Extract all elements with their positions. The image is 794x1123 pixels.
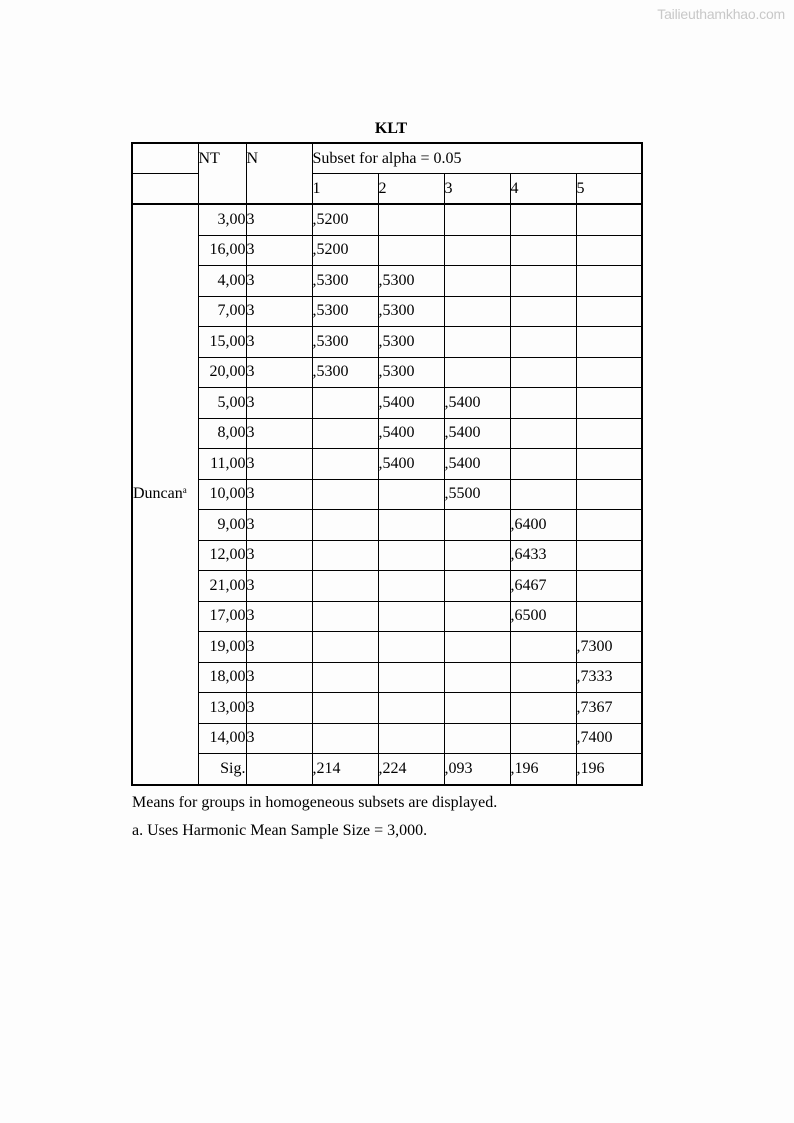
subset-cell <box>510 296 576 327</box>
subset-cell <box>576 296 642 327</box>
subset-cell <box>510 357 576 388</box>
subset-cell <box>378 510 444 541</box>
subset-cell: ,7367 <box>576 693 642 724</box>
n-cell: 3 <box>246 632 312 663</box>
subset-cell <box>444 357 510 388</box>
n-cell: 3 <box>246 418 312 449</box>
subset-cell: ,5400 <box>444 449 510 480</box>
subset-cell <box>444 632 510 663</box>
nt-cell: 10,00 <box>198 479 246 510</box>
subset-cell <box>378 571 444 602</box>
subset-cell <box>444 571 510 602</box>
subset-cell: ,5400 <box>444 388 510 419</box>
nt-cell: 21,00 <box>198 571 246 602</box>
subset-cell <box>576 327 642 358</box>
n-cell: 3 <box>246 662 312 693</box>
header-subset-col: 1 <box>312 174 378 205</box>
subset-cell <box>312 723 378 754</box>
subset-cell <box>312 449 378 480</box>
subset-cell <box>576 418 642 449</box>
sig-n-cell <box>246 754 312 785</box>
subset-cell <box>444 662 510 693</box>
subset-cell <box>576 571 642 602</box>
subset-cell: ,5400 <box>378 388 444 419</box>
footnote-means: Means for groups in homogeneous subsets are displayed. <box>132 794 498 811</box>
table-title: KLT <box>374 120 408 137</box>
subset-cell <box>378 662 444 693</box>
nt-cell: 4,00 <box>198 266 246 297</box>
table-row <box>132 571 642 602</box>
subset-cell <box>576 388 642 419</box>
subset-cell: ,5300 <box>312 266 378 297</box>
nt-cell: 9,00 <box>198 510 246 541</box>
subset-cell: ,7300 <box>576 632 642 663</box>
n-cell: 3 <box>246 296 312 327</box>
table-row <box>132 296 642 327</box>
subset-cell: ,5300 <box>378 296 444 327</box>
subset-cell <box>378 540 444 571</box>
table-row <box>132 693 642 724</box>
subset-cell <box>444 296 510 327</box>
subset-cell <box>378 235 444 266</box>
nt-cell: 12,00 <box>198 540 246 571</box>
footnote-harmonic: a. Uses Harmonic Mean Sample Size = 3,000. <box>132 822 428 839</box>
table-row <box>132 204 642 235</box>
n-cell: 3 <box>246 449 312 480</box>
header-corner <box>132 143 198 174</box>
nt-cell: 13,00 <box>198 693 246 724</box>
subset-cell <box>444 235 510 266</box>
subset-cell <box>444 204 510 235</box>
n-cell: 3 <box>246 693 312 724</box>
n-cell: 3 <box>246 723 312 754</box>
subset-cell <box>378 601 444 632</box>
watermark: Tailieuthamkhao.com <box>657 6 785 22</box>
nt-cell: 17,00 <box>198 601 246 632</box>
subset-cell: ,5400 <box>378 418 444 449</box>
subset-cell <box>576 449 642 480</box>
subset-cell <box>312 540 378 571</box>
table-row <box>132 418 642 449</box>
subset-cell <box>444 723 510 754</box>
nt-cell: 16,00 <box>198 235 246 266</box>
nt-cell: 8,00 <box>198 418 246 449</box>
header-subset: Subset for alpha = 0.05 <box>312 143 642 174</box>
subset-cell <box>312 632 378 663</box>
subset-cell <box>444 327 510 358</box>
table-row <box>132 540 642 571</box>
subset-cell <box>312 510 378 541</box>
subset-cell: ,6433 <box>510 540 576 571</box>
sig-cell: ,196 <box>576 754 642 785</box>
subset-cell <box>510 632 576 663</box>
subset-cell <box>510 479 576 510</box>
subset-cell: ,6467 <box>510 571 576 602</box>
subset-cell <box>312 601 378 632</box>
subset-cell <box>510 327 576 358</box>
n-cell: 3 <box>246 540 312 571</box>
subset-cell: ,5300 <box>312 296 378 327</box>
table-row <box>132 510 642 541</box>
sig-row <box>132 754 642 785</box>
subset-cell: ,6400 <box>510 510 576 541</box>
n-cell: 3 <box>246 510 312 541</box>
nt-cell: 14,00 <box>198 723 246 754</box>
header-row <box>132 143 642 174</box>
subset-cell: ,5200 <box>312 204 378 235</box>
nt-cell: 15,00 <box>198 327 246 358</box>
subset-cell <box>576 204 642 235</box>
table-row <box>132 662 642 693</box>
subset-cell <box>444 540 510 571</box>
subset-cell <box>378 204 444 235</box>
n-cell: 3 <box>246 388 312 419</box>
subset-cell <box>312 571 378 602</box>
group-label: Duncan <box>133 485 183 503</box>
table-row <box>132 479 642 510</box>
table-row <box>132 632 642 663</box>
header-n: N <box>246 143 312 204</box>
n-cell: 3 <box>246 479 312 510</box>
nt-cell: 20,00 <box>198 357 246 388</box>
subset-cell <box>576 479 642 510</box>
n-cell: 3 <box>246 266 312 297</box>
subset-cell <box>576 540 642 571</box>
subset-cell <box>510 449 576 480</box>
subset-cell <box>444 266 510 297</box>
header-corner-2 <box>132 174 198 205</box>
group-label-superscript: a <box>182 485 187 496</box>
subset-cell <box>312 418 378 449</box>
subset-cell <box>510 723 576 754</box>
subset-cell <box>510 388 576 419</box>
n-cell: 3 <box>246 601 312 632</box>
subset-cell: ,5400 <box>444 418 510 449</box>
subset-cell: ,5200 <box>312 235 378 266</box>
subset-cell <box>312 479 378 510</box>
sig-cell: ,214 <box>312 754 378 785</box>
nt-cell: 19,00 <box>198 632 246 663</box>
subset-cell: ,5300 <box>312 357 378 388</box>
table-row <box>132 266 642 297</box>
table-row <box>132 723 642 754</box>
table-row <box>132 601 642 632</box>
subset-cell <box>444 510 510 541</box>
nt-cell: 7,00 <box>198 296 246 327</box>
sig-cell: ,196 <box>510 754 576 785</box>
table-row <box>132 327 642 358</box>
subset-cell: ,5400 <box>378 449 444 480</box>
subset-cell <box>444 601 510 632</box>
header-subset-col: 2 <box>378 174 444 205</box>
table-row <box>132 449 642 480</box>
nt-cell: 3,00 <box>198 204 246 235</box>
subset-cell <box>510 662 576 693</box>
subset-cell <box>312 693 378 724</box>
subset-cell <box>378 632 444 663</box>
subset-cell: ,7333 <box>576 662 642 693</box>
subset-cell: ,7400 <box>576 723 642 754</box>
subset-cell <box>576 266 642 297</box>
subset-cell: ,5300 <box>378 266 444 297</box>
n-cell: 3 <box>246 327 312 358</box>
table-row <box>132 357 642 388</box>
subset-cell <box>510 204 576 235</box>
subset-cell <box>444 693 510 724</box>
subset-cell <box>510 418 576 449</box>
subset-cell <box>312 388 378 419</box>
subset-cell <box>510 693 576 724</box>
subset-cell: ,5300 <box>378 327 444 358</box>
header-subset-col: 4 <box>510 174 576 205</box>
subset-cell <box>576 601 642 632</box>
subset-cell <box>378 723 444 754</box>
subset-cell <box>312 662 378 693</box>
sig-cell: ,224 <box>378 754 444 785</box>
duncan-results-table <box>131 142 643 786</box>
subset-cell: ,5500 <box>444 479 510 510</box>
subset-cell <box>378 479 444 510</box>
sig-label: Sig. <box>198 754 246 785</box>
header-nt: NT <box>198 143 246 204</box>
subset-cell: ,5300 <box>378 357 444 388</box>
nt-cell: 11,00 <box>198 449 246 480</box>
subset-cell <box>576 235 642 266</box>
table-row <box>132 388 642 419</box>
subset-cell: ,5300 <box>312 327 378 358</box>
subset-cell <box>378 693 444 724</box>
subset-cell <box>576 357 642 388</box>
n-cell: 3 <box>246 357 312 388</box>
nt-cell: 18,00 <box>198 662 246 693</box>
header-subset-col: 3 <box>444 174 510 205</box>
sig-cell: ,093 <box>444 754 510 785</box>
nt-cell: 5,00 <box>198 388 246 419</box>
header-subset-col: 5 <box>576 174 642 205</box>
subset-cell <box>576 510 642 541</box>
n-cell: 3 <box>246 204 312 235</box>
table-row <box>132 235 642 266</box>
n-cell: 3 <box>246 571 312 602</box>
n-cell: 3 <box>246 235 312 266</box>
group-label-cell <box>132 204 198 785</box>
subset-cell <box>510 235 576 266</box>
subset-cell <box>510 266 576 297</box>
subset-cell: ,6500 <box>510 601 576 632</box>
